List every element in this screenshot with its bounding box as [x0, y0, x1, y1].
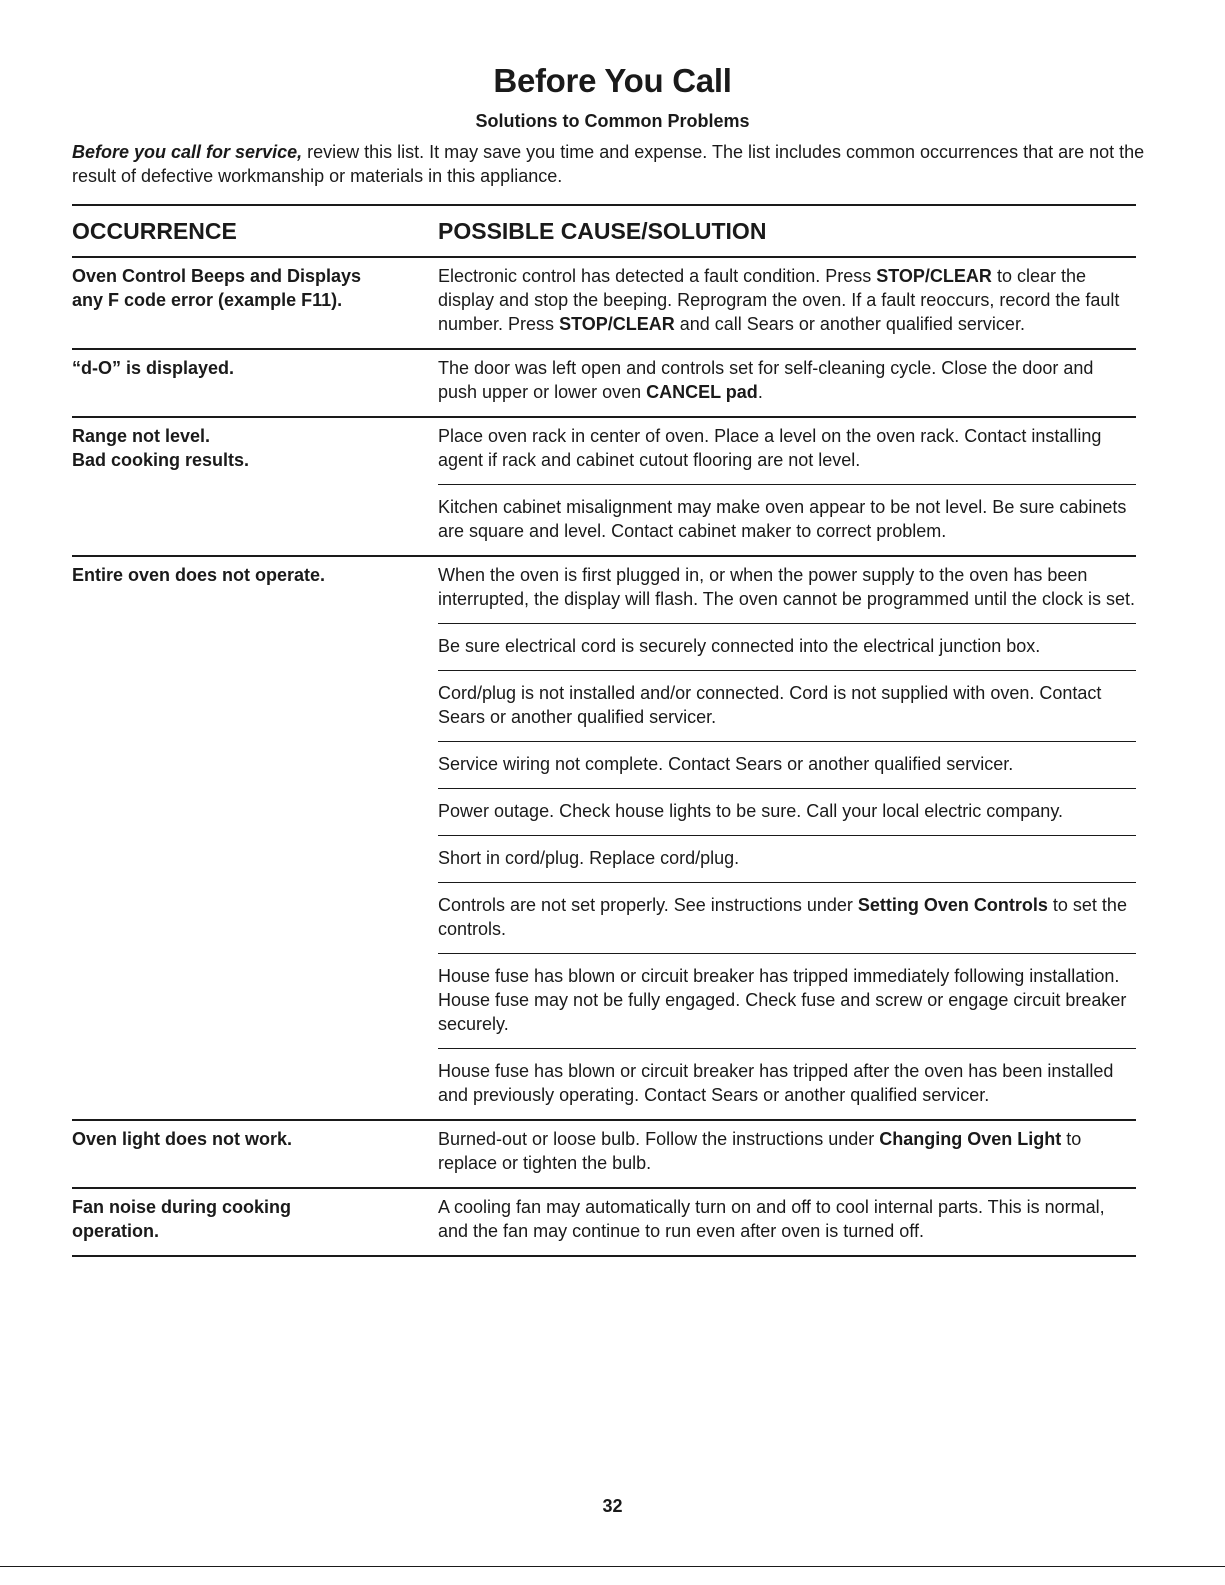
solution-item — [438, 882, 1136, 953]
solution-text: to set the controls. — [438, 895, 1127, 939]
solution-text: When the oven is first plugged in, or when the power supply to the oven has been interrupted, the display will flash. The oven cannot be programmed until the clock is set. — [438, 565, 1136, 609]
occurrence-cell: Oven light does not work. — [72, 1129, 293, 1149]
solution-item — [438, 484, 1136, 555]
solution-text: Controls are not set properly. See instructions under — [438, 895, 858, 915]
table-body — [72, 256, 1136, 1257]
solution-text: A cooling fan may automatically turn on and off to cool internal parts. This is normal, and the fan may continue to run even after oven is turned off. — [438, 1197, 1105, 1241]
solution-item — [438, 670, 1136, 741]
occurrence-cell: Entire oven does not operate. — [72, 565, 326, 585]
solution-item — [438, 1048, 1136, 1119]
solution-text: Be sure electrical cord is securely connected into the electrical junction box. — [438, 636, 1041, 656]
solution-cell — [438, 557, 1136, 1119]
intro-paragraph — [72, 140, 1162, 188]
solution-item — [438, 350, 1136, 416]
solution-item — [438, 953, 1136, 1048]
occurrence-cell: Oven Control Beeps and Displays any F code error (example F11). — [72, 266, 362, 310]
table-bottom-rule — [72, 1255, 1136, 1257]
solution-text: Kitchen cabinet misalignment may make oven appear to be not level. Be sure cabinets are square and level. Contact cabinet maker to correct problem. — [438, 497, 1127, 541]
solution-text: Electronic control has detected a fault condition. Press — [438, 266, 877, 286]
solution-cell — [438, 418, 1136, 555]
solution-text: Cord/plug is not installed and/or connected. Cord is not supplied with oven. Contact Sears or another qualified servicer. — [438, 683, 1102, 727]
solution-emphasis: CANCEL pad — [646, 382, 758, 402]
solution-item — [438, 835, 1136, 882]
solution-item — [438, 258, 1136, 348]
solution-text: and call Sears or another qualified servicer. — [674, 314, 1025, 334]
table-row — [72, 258, 1136, 348]
solution-text: Power outage. Check house lights to be sure. Call your local electric company. — [438, 801, 1063, 821]
page-bottom-edge — [0, 1566, 1225, 1567]
solution-text: to replace or tighten the bulb. — [438, 1129, 1082, 1173]
solution-cell — [438, 1121, 1136, 1187]
intro-text: review this list. It may save you time and expense. The list includes common occurrences that are not the result of defective workmanship or materials in this appliance. — [72, 142, 1145, 186]
table-header-row — [72, 206, 1136, 256]
table-row — [72, 1121, 1136, 1187]
column-header-occurrence: OCCURRENCE — [72, 217, 237, 244]
solution-cell — [438, 350, 1136, 416]
solution-item — [438, 418, 1136, 484]
solution-emphasis: Changing Oven Light — [879, 1129, 1062, 1149]
solution-text: Burned-out or loose bulb. Follow the instructions under — [438, 1129, 880, 1149]
solution-item — [438, 623, 1136, 670]
occurrence-cell: Fan noise during cooking operation. — [72, 1197, 292, 1241]
table-row — [72, 557, 1136, 1119]
solution-item — [438, 788, 1136, 835]
solution-text: Short in cord/plug. Replace cord/plug. — [438, 848, 740, 868]
solution-item — [438, 741, 1136, 788]
solution-cell — [438, 258, 1136, 348]
table-row — [72, 1189, 1136, 1255]
solution-cell — [438, 1189, 1136, 1255]
occurrence-cell: Range not level. Bad cooking results. — [72, 426, 250, 470]
solution-text: Service wiring not complete. Contact Sears or another qualified servicer. — [438, 754, 1014, 774]
page-title: Before You Call — [493, 62, 732, 99]
solution-text: . — [757, 382, 763, 402]
solution-item — [438, 557, 1136, 623]
troubleshooting-table — [72, 204, 1136, 1257]
table-row — [72, 350, 1136, 416]
solution-text: to clear the display and stop the beeping. Reprogram the oven. If a fault reoccurs, record the fault number. Press — [438, 266, 1120, 334]
solution-text: Place oven rack in center of oven. Place a level on the oven rack. Contact installing agent if rack and cabinet cutout flooring are not level. — [438, 426, 1102, 470]
solution-emphasis: Setting Oven Controls — [857, 895, 1048, 915]
solution-text: House fuse has blown or circuit breaker has tripped after the oven has been installed and previously operating. Contact Sears or another qualified servicer. — [438, 1061, 1114, 1105]
solution-emphasis: STOP/CLEAR — [559, 314, 675, 334]
page-number: 32 — [602, 1496, 623, 1516]
occurrence-cell: “d-O” is displayed. — [72, 358, 235, 378]
solution-text: The door was left open and controls set for self-cleaning cycle. Close the door and push upper or lower oven — [438, 358, 1094, 402]
intro-lead: Before you call for service, — [72, 142, 303, 162]
table-row — [72, 418, 1136, 555]
solution-text: House fuse has blown or circuit breaker has tripped immediately following installation. House fuse may not be fully engaged. Check fuse and screw or engage circuit breaker securely. — [438, 966, 1127, 1034]
solution-emphasis: STOP/CLEAR — [876, 266, 992, 286]
column-header-solution: POSSIBLE CAUSE/SOLUTION — [438, 217, 767, 244]
page-subtitle: Solutions to Common Problems — [475, 111, 750, 131]
solution-item — [438, 1121, 1136, 1187]
solution-item — [438, 1189, 1136, 1255]
